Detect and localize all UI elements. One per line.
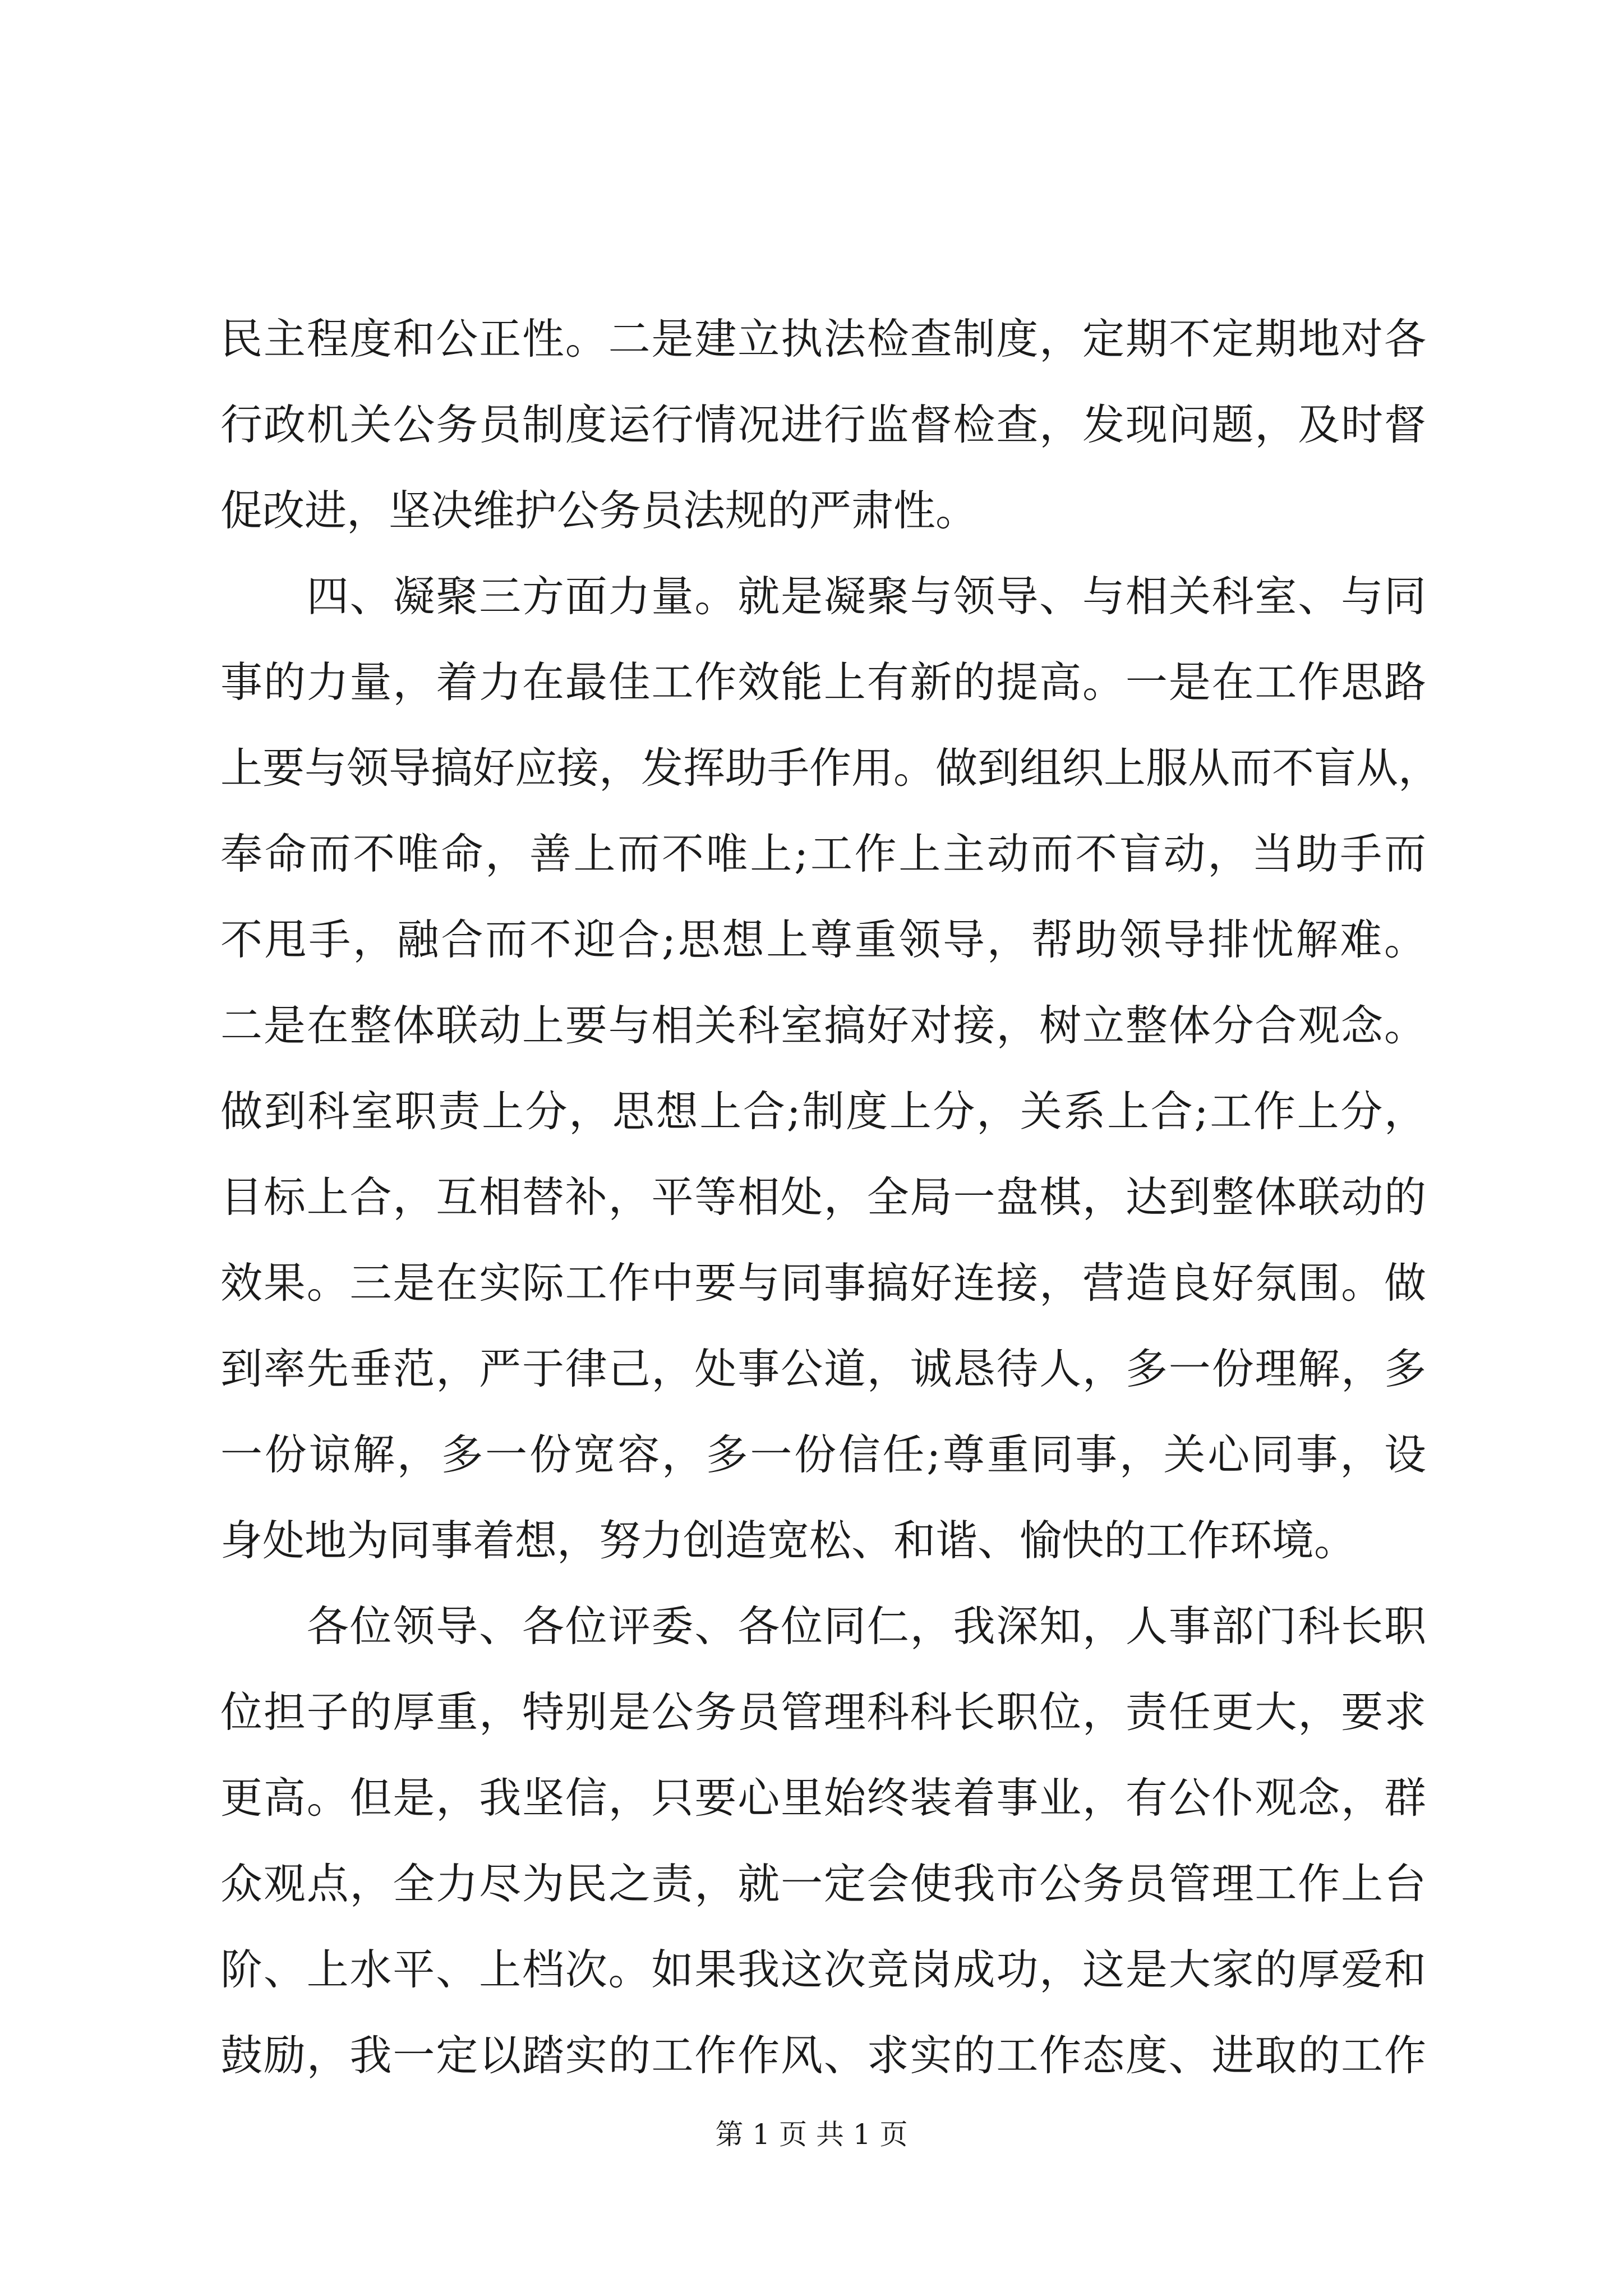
text-line-6: 上要与领导搞好应接，发挥助手作用。做到组织上服从而不盲从， — [220, 743, 1441, 793]
text-line-13: 到率先垂范，严于律己，处事公道，诚恳待人，多一份理解，多 — [220, 1344, 1426, 1393]
text-line-2: 行政机关公务员制度运行情况进行监督检查，发现问题，及时督 — [220, 400, 1426, 449]
text-line-4: 四、凝聚三方面力量。就是凝聚与领导、与相关科室、与同 — [220, 572, 1426, 621]
text-line-9: 二是在整体联动上要与相关科室搞好对接，树立整体分合观念。 — [220, 1001, 1426, 1050]
text-line-14: 一份谅解，多一份宽容，多一份信任;尊重同事，关心同事，设 — [220, 1430, 1426, 1479]
text-line-3: 促改进，坚决维护公务员法规的严肃性。 — [220, 486, 978, 535]
text-line-10: 做到科室职责上分，思想上合;制度上分，关系上合;工作上分， — [220, 1087, 1426, 1136]
text-line-21: 鼓励，我一定以踏实的工作作风、求实的工作态度、进取的工作 — [220, 2031, 1426, 2080]
text-line-5: 事的力量，着力在最佳工作效能上有新的提高。一是在工作思路 — [220, 657, 1426, 707]
text-line-19: 众观点，全力尽为民之责，就一定会使我市公务员管理工作上台 — [220, 1859, 1426, 1908]
text-line-18: 更高。但是，我坚信，只要心里始终装着事业，有公仆观念，群 — [220, 1773, 1426, 1823]
text-line-12: 效果。三是在实际工作中要与同事搞好连接，营造良好氛围。做 — [220, 1258, 1426, 1308]
text-line-15: 身处地为同事着想，努力创造宽松、和谐、愉快的工作环境。 — [220, 1516, 1357, 1565]
text-line-8: 不甩手，融合而不迎合;思想上尊重领导，帮助领导排忧解难。 — [220, 915, 1426, 964]
text-line-1: 民主程度和公正性。二是建立执法检查制度，定期不定期地对各 — [220, 314, 1426, 364]
text-line-11: 目标上合，互相替补，平等相处，全局一盘棋，达到整体联动的 — [220, 1172, 1426, 1222]
body-text — [220, 296, 1441, 2099]
page-footer — [0, 2115, 1623, 2154]
text-line-7: 奉命而不唯命，善上而不唯上;工作上主动而不盲动，当助手而 — [220, 829, 1426, 878]
page-number: 第 1 页 共 1 页 — [715, 2118, 908, 2151]
text-line-17: 位担子的厚重，特别是公务员管理科科长职位，责任更大，要求 — [220, 1687, 1426, 1737]
text-line-20: 阶、上水平、上档次。如果我这次竞岗成功，这是大家的厚爱和 — [220, 1945, 1426, 1994]
text-line-16: 各位领导、各位评委、各位同仁，我深知，人事部门科长职 — [220, 1602, 1426, 1651]
